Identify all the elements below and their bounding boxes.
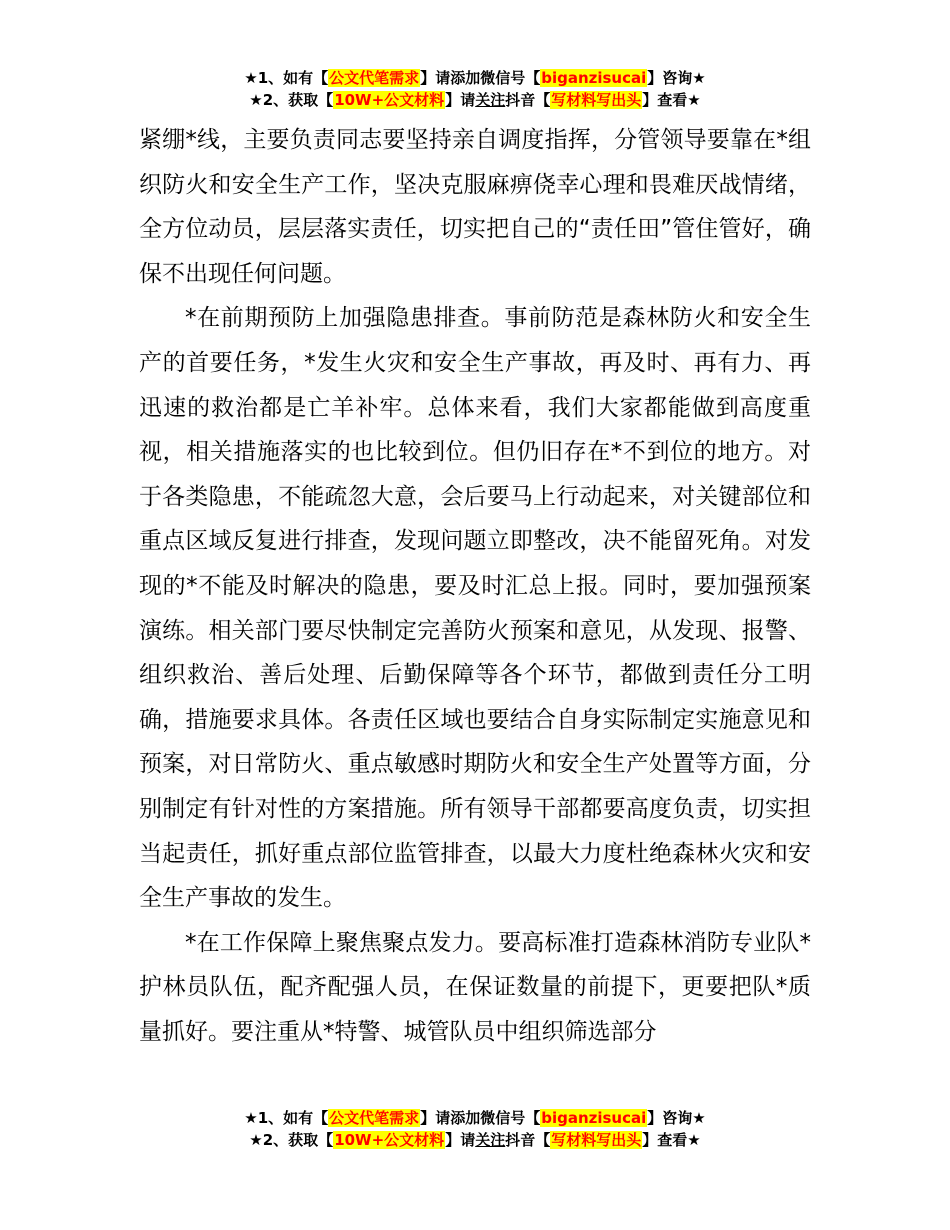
document-body: [139, 118, 811, 1054]
banner-line-1: ★1、如有【公文代笔需求】请添加微信号【biganzisucai】咨询★: [244, 69, 706, 87]
footer-line-1: ★1、如有【公文代笔需求】请添加微信号【biganzisucai】咨询★: [244, 1109, 706, 1127]
footer-banner: [0, 1107, 950, 1151]
highlight-materials: 10W+公文材料: [334, 91, 445, 109]
highlight-wechat-id: biganzisucai: [541, 69, 647, 87]
header-banner: [0, 67, 950, 111]
paragraph-1: 紧绷*线，主要负责同志要坚持亲自调度指挥，分管领导要靠在*组织防火和安全生产工作，坚决克服麻痹侥幸心理和畏难厌战情绪，全方位动员，层层落实责任，切实把自己的“责任田”管住管好，确保不出现任何问题。: [139, 127, 812, 287]
underlined-follow: 关注: [475, 91, 506, 109]
highlight-service: 公文代笔需求: [329, 1109, 420, 1127]
highlight-wechat-id: biganzisucai: [541, 1109, 647, 1127]
paragraph-3: *在工作保障上聚焦聚点发力。要高标准打造森林消防专业队*护林员队伍，配齐配强人员，在保证数量的前提下，更要把队*质量抓好。要注重从*特警、城管队员中组织筛选部分: [139, 929, 811, 1045]
highlight-douyin-account: 写材料写出头: [551, 1131, 642, 1149]
highlight-douyin-account: 写材料写出头: [551, 91, 642, 109]
banner-line-2: ★2、获取【10W+公文材料】请关注抖音【写材料写出头】查看★: [249, 91, 701, 109]
footer-line-2: ★2、获取【10W+公文材料】请关注抖音【写材料写出头】查看★: [249, 1131, 701, 1149]
highlight-service: 公文代笔需求: [329, 69, 420, 87]
underlined-follow: 关注: [475, 1131, 506, 1149]
highlight-materials: 10W+公文材料: [334, 1131, 445, 1149]
paragraph-2: *在前期预防上加强隐患排查。事前防范是森林防火和安全生产的首要任务，*发生火灾和安全生产事故，再及时、再有力、再迅速的救治都是亡羊补牢。总体来看，我们大家都能做到高度重视，相关措施落实的也比较到位。但仍旧存在*不到位的地方。对于各类隐患，不能疏忽大意，会后要马上行动起来，对关键部位和重点区域反复进行排查，发现问题立即整改，决不能留死角。对发现的*不能及时解决的隐患，要及时汇总上报。同时，要加强预案演练。相关部门要尽快制定完善防火预案和意见，从发现、报警、组织救治、善后处理、后勤保障等各个环节，都做到责任分工明确，措施要求具体。各责任区域也要结合自身实际制定实施意见和预案，对日常防火、重点敏感时期防火和安全生产处置等方面，分别制定有针对性的方案措施。所有领导干部都要高度负责，切实担当起责任，抓好重点部位监管排查，以最大力度杜绝森林火灾和安全生产事故的发生。: [139, 305, 811, 912]
